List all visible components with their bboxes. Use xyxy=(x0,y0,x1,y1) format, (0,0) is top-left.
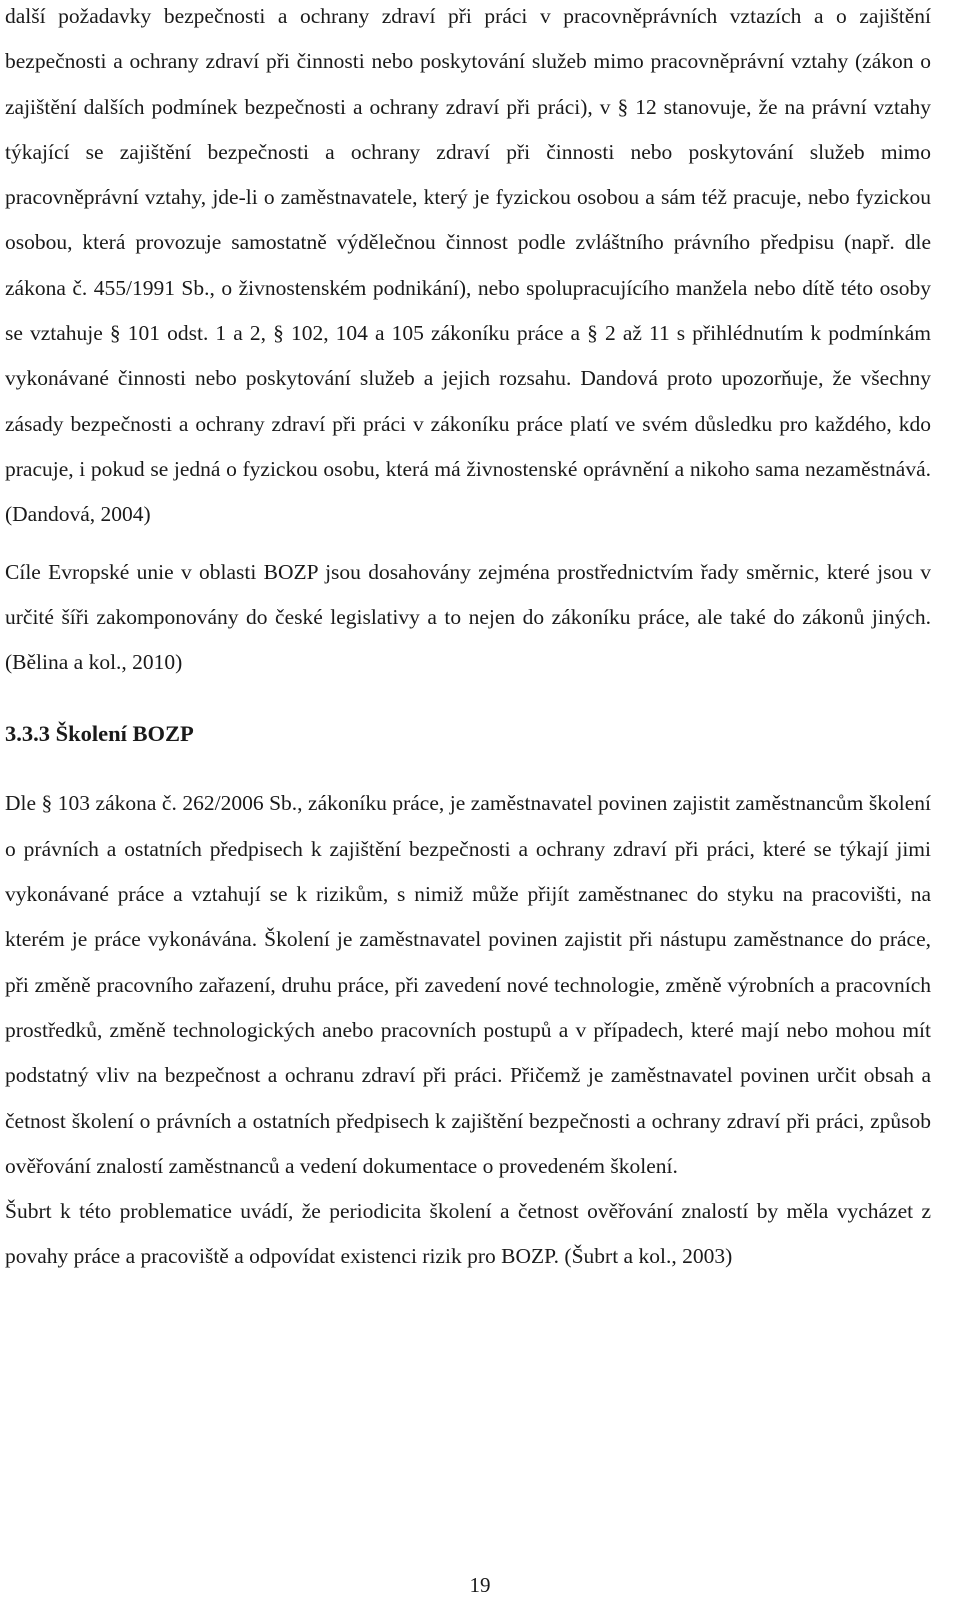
paragraph-training-obligation: Dle § 103 zákona č. 262/2006 Sb., zákoníku práce, je zaměstnavatel povinen zajistit zaměstnancům školení o právních a ostatních předpisech k zajištění bezpečnosti a ochrany zdraví při práci, které se týkají jimi vykonávané práce a vztahují se k rizikům, s nimiž může přijít zaměstnanec do styku na pracovišti, na kterém je práce vykonávána. Školení je zaměstnavatel povinen zajistit při nástupu zaměstnance do práce, při změně pracovního zařazení, druhu práce, při zavedení nové technologie, změně výrobních a pracovních prostředků, změně technologických anebo pracovních postupů a v případech, které mají nebo mohou mít podstatný vliv na bezpečnost a ochranu zdraví při práci. Přičemž je zaměstnavatel povinen určit obsah a četnost školení o právních a ostatních předpisech k zajištění bezpečnosti a ochrany zdraví při práci, způsob ověřování znalostí zaměstnanců a vedení dokumentace o provedeném školení. xyxy=(5,791,931,1178)
paragraph-subrt-citation: Šubrt k této problematice uvádí, že periodicita školení a četnost ověřování znalostí by měla vycházet z povahy práce a pracoviště a odpovídat existenci rizik pro BOZP. (Šubrt a kol., 2003) xyxy=(5,1199,931,1269)
paragraph-eu-goals: Cíle Evropské unie v oblasti BOZP jsou dosahovány zejména prostřednictvím řady směrnic, které jsou v určité šíři zakomponovány do české legislativy a to nejen do zákoníku práce, ale také do zákonů jiných. (Bělina a kol., 2010) xyxy=(5,559,931,675)
page-number: 19 xyxy=(469,1573,491,1597)
document-page xyxy=(5,0,931,1280)
paragraph-gap xyxy=(5,538,931,550)
paragraph-legal-framework: další požadavky bezpečnosti a ochrany zdraví při práci v pracovněprávních vztazích a o zajištění bezpečnosti a ochrany zdraví při činnosti nebo poskytování služeb mimo pracovněprávní vztahy (zákon o zajištění dalších podmínek bezpečnosti a ochrany zdraví při práci), v § 12 stanovuje, že na právní vztahy týkající se zajištění bezpečnosti a ochrany zdraví při činnosti nebo poskytování služeb mimo pracovněprávní vztahy, jde-li o zaměstnavatele, který je fyzickou osobou a sám též pracuje, nebo fyzickou osobou, která provozuje samostatně výdělečnou činnost podle zvláštního právního předpisu (např. dle zákona č. 455/1991 Sb., o živnostenském podnikání), nebo spolupracujícího manžela nebo dítě této osoby se vztahuje § 101 odst. 1 a 2, § 102, 104 a 105 zákoníku práce a § 2 až 11 s přihlédnutím k podmínkám vykonávané činnosti nebo poskytování služeb a jejich rozsahu. Dandová proto upozorňuje, že všechny zásady bezpečnosti a ochrany zdraví při práci v zákoníku práce platí ve svém důsledku pro každého, kdo pracuje, i pokud se jedná o fyzickou osobu, která má živnostenské oprávnění a nikoho sama nezaměstnává. (Dandová, 2004) xyxy=(5,4,931,527)
section-heading: 3.3.3 Školení BOZP xyxy=(5,721,194,747)
